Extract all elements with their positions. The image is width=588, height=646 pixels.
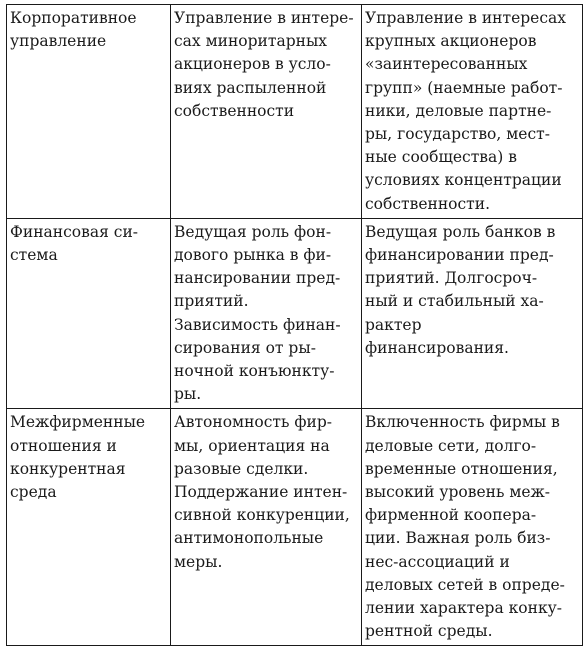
cell-text-line: меры. [174,552,223,571]
cell-text-line: виях распыленной [174,78,327,97]
cell-text-line: отношения и [10,436,117,455]
cell-text-line: «заинтересованных [365,55,528,74]
cell-text-line: групп» (наемные работ- [365,78,563,97]
cell-text-line: Ведущая роль фон- [174,222,332,241]
cell-text-line: ры, государство, мест- [365,125,550,144]
cell-text-line: временные отношения, [365,459,558,478]
cell-text-line: разовые сделки. [174,459,309,478]
cell-text-line: финансирования. [365,338,509,357]
cell-text-line: собственности. [365,194,491,213]
cell-text-line: высокий уровень меж- [365,483,551,502]
cell-text-line: приятий. Долгосроч- [365,269,538,288]
model-b-cell [362,218,583,409]
table-body [7,5,583,646]
table-row [7,5,583,219]
cell-text-line: Автономность фир- [174,413,332,432]
model-a-cell [171,5,362,219]
cell-text-line: Управление в интере- [174,9,354,27]
cell-text-line: ные сообщества) в [365,148,517,167]
cell-text-line: Поддержание интен- [174,483,348,502]
cell-text-line: дового рынка в фи- [174,246,332,265]
cell-text-line: крупных акционеров [365,32,537,51]
cell-text-line: мы, ориентация на [174,436,330,455]
cell-text-line: нес-ассоциаций и [365,552,510,571]
cell-text-line: антимонопольные [174,529,324,548]
cell-text-line: конкурентная [10,459,126,478]
model-b-cell [362,409,583,646]
cell-text-line: ники, деловые партне- [365,101,552,120]
cell-text-line: стема [10,246,58,265]
cell-text-line: собственности [174,101,295,120]
cell-text-line: рентной среды. [365,622,493,641]
cell-text-line: Включенность фирмы в [365,413,560,432]
model-a-cell [171,218,362,409]
cell-text-line: ции. Важная роль биз- [365,529,551,548]
cell-text-line: Межфирменные [10,413,146,432]
cell-text-line: сирования от ры- [174,338,316,357]
cell-text-line: ры. [174,385,202,404]
area-cell [7,218,171,409]
cell-text-line: Ведущая роль банков в [365,222,556,241]
cell-text-line: управление [10,32,107,51]
cell-text-line: деловых сетей в опреде- [365,575,565,594]
cell-text-line: сах миноритарных [174,32,328,51]
cell-text-line: финансировании пред- [365,246,554,265]
cell-text-line: нансировании пред- [174,269,341,288]
cell-text-line: ный и стабильный ха- [365,292,544,311]
table-row [7,409,583,646]
cell-text-line: сивной конкуренции, [174,506,350,525]
cell-text-line: Управление в интересах [365,9,567,27]
cell-text-line: Корпоративное [10,9,137,27]
cell-text-line: фирменной коопера- [365,506,537,525]
model-b-cell [362,5,583,219]
cell-text-line: Финансовая си- [10,222,139,241]
cell-text-line: ночной конъюнкту- [174,362,335,381]
cell-text-line: приятий. [174,292,249,311]
cell-text-line: лении характера конку- [365,599,563,618]
cell-text-line: условиях концентрации [365,171,562,190]
comparison-table [6,4,583,646]
cell-text-line: рактер [365,315,422,334]
cell-text-line: Зависимость финан- [174,315,341,334]
cell-text-line: акционеров в усло- [174,55,331,74]
table-row [7,218,583,409]
area-cell [7,5,171,219]
model-a-cell [171,409,362,646]
cell-text-line: деловые сети, долго- [365,436,537,455]
area-cell [7,409,171,646]
cell-text-line: среда [10,483,57,502]
